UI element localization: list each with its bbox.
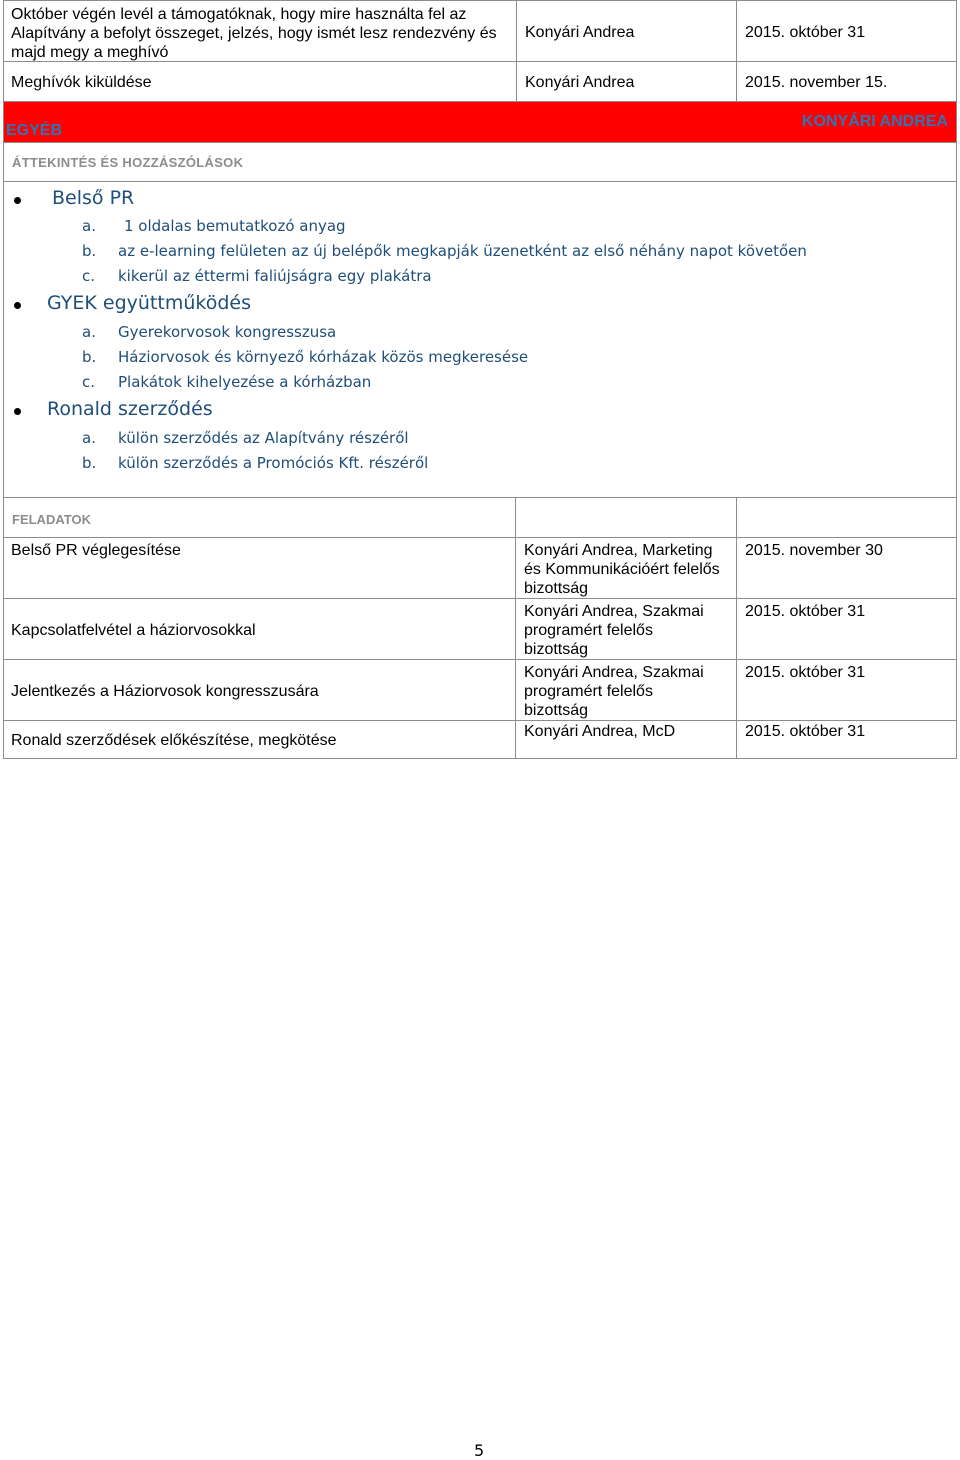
subitem-text: Háziorvosok és környező kórházak közös megkeresése	[118, 348, 529, 366]
overview-header	[3, 142, 957, 182]
tasks-header-row	[3, 497, 957, 538]
subitem-label: c.	[82, 267, 96, 285]
table-row	[3, 537, 957, 599]
overview-body	[3, 181, 957, 498]
owner-cell	[515, 721, 736, 758]
task-text: Kapcsolatfelvétel a háziorvosokkal	[11, 622, 256, 639]
owner-text: Konyári Andrea, Marketing és Kommunikációért felelős bizottság	[524, 542, 720, 597]
subitem-label: b.	[82, 454, 97, 472]
subitem-label: b.	[82, 348, 97, 366]
deadline-cell	[736, 62, 956, 101]
owner-text: Konyári Andrea	[525, 74, 635, 91]
subitem-text: kikerül az éttermi faliújságra egy plakátra	[118, 267, 432, 285]
page-number: 5	[474, 1441, 485, 1460]
deadline-cell	[736, 599, 956, 659]
task-cell	[4, 1, 516, 61]
subitem-text: külön szerződés a Promóciós Kft. részéről	[118, 454, 429, 472]
section-owner: KONYÁRI ANDREA	[801, 113, 948, 130]
tasks-table	[3, 497, 957, 759]
owner-header-cell	[515, 498, 736, 537]
deadline-text: 2015. október 31	[745, 24, 866, 41]
subitem-label: a.	[82, 323, 96, 341]
deadline-text: 2015. november 15.	[745, 74, 888, 91]
bullet-icon	[14, 408, 21, 415]
section-title: EGYÉB	[6, 122, 63, 139]
task-cell	[4, 62, 516, 101]
subitem-text: Gyerekorvosok kongresszusa	[118, 323, 337, 341]
owner-text: Konyári Andrea, Szakmai programért felelős bizottság	[524, 603, 704, 658]
overview-item-title: Ronald szerződés	[47, 398, 213, 420]
overview-item-title: GYEK együttműködés	[47, 292, 251, 314]
subitem-text: 1 oldalas bemutatkozó anyag	[124, 217, 346, 235]
subitem-label: c.	[82, 373, 96, 391]
owner-cell	[515, 660, 736, 720]
deadline-cell	[736, 1, 956, 61]
overview-heading: ÁTTEKINTÉS ÉS HOZZÁSZÓLÁSOK	[12, 155, 244, 170]
overview-item-title: Belső PR	[52, 187, 135, 209]
section-header	[3, 101, 957, 143]
bullet-icon	[14, 302, 21, 309]
owner-cell	[516, 1, 736, 61]
deadline-header-cell	[736, 498, 956, 537]
table-row	[3, 720, 957, 759]
task-text: Meghívók kiküldése	[11, 74, 152, 91]
deadline-text: 2015. november 30	[745, 542, 883, 559]
subitem-text: külön szerződés az Alapítvány részéről	[118, 429, 409, 447]
owner-cell	[515, 538, 736, 598]
deadline-cell	[736, 721, 956, 758]
task-text: Jelentkezés a Háziorvosok kongresszusára	[11, 683, 319, 700]
tasks-heading: FELADATOK	[12, 512, 91, 527]
owner-cell	[515, 599, 736, 659]
deadline-text: 2015. október 31	[745, 723, 866, 740]
task-text: Belső PR véglegesítése	[11, 542, 181, 559]
subitem-label: a.	[82, 217, 96, 235]
owner-text: Konyári Andrea, Szakmai programért felelős bizottság	[524, 664, 704, 719]
subitem-text: Plakátok kihelyezése a kórházban	[118, 373, 372, 391]
subitem-label: a.	[82, 429, 96, 447]
deadline-cell	[736, 538, 956, 598]
top-table-row-1	[3, 0, 957, 62]
subitem-text: az e-learning felületen az új belépők megkapják üzenetként az első néhány napot követően	[118, 242, 807, 260]
subitem-label: b.	[82, 242, 97, 260]
bullet-icon	[14, 197, 21, 204]
deadline-text: 2015. október 31	[745, 664, 866, 681]
task-text: Ronald szerződések előkészítése, megkötése	[11, 732, 337, 749]
deadline-text: 2015. október 31	[745, 603, 866, 620]
deadline-cell	[736, 660, 956, 720]
owner-cell	[516, 62, 736, 101]
task-text: Október végén levél a támogatóknak, hogy mire használta fel az Alapítvány a befolyt összeget, jelzés, hogy ismét lesz rendezvény és majd megy a meghívó	[11, 6, 497, 61]
table-row	[3, 659, 957, 721]
owner-text: Konyári Andrea, McD	[524, 723, 676, 740]
table-row	[3, 598, 957, 660]
owner-text: Konyári Andrea	[525, 24, 635, 41]
top-table-row-2	[3, 61, 957, 102]
